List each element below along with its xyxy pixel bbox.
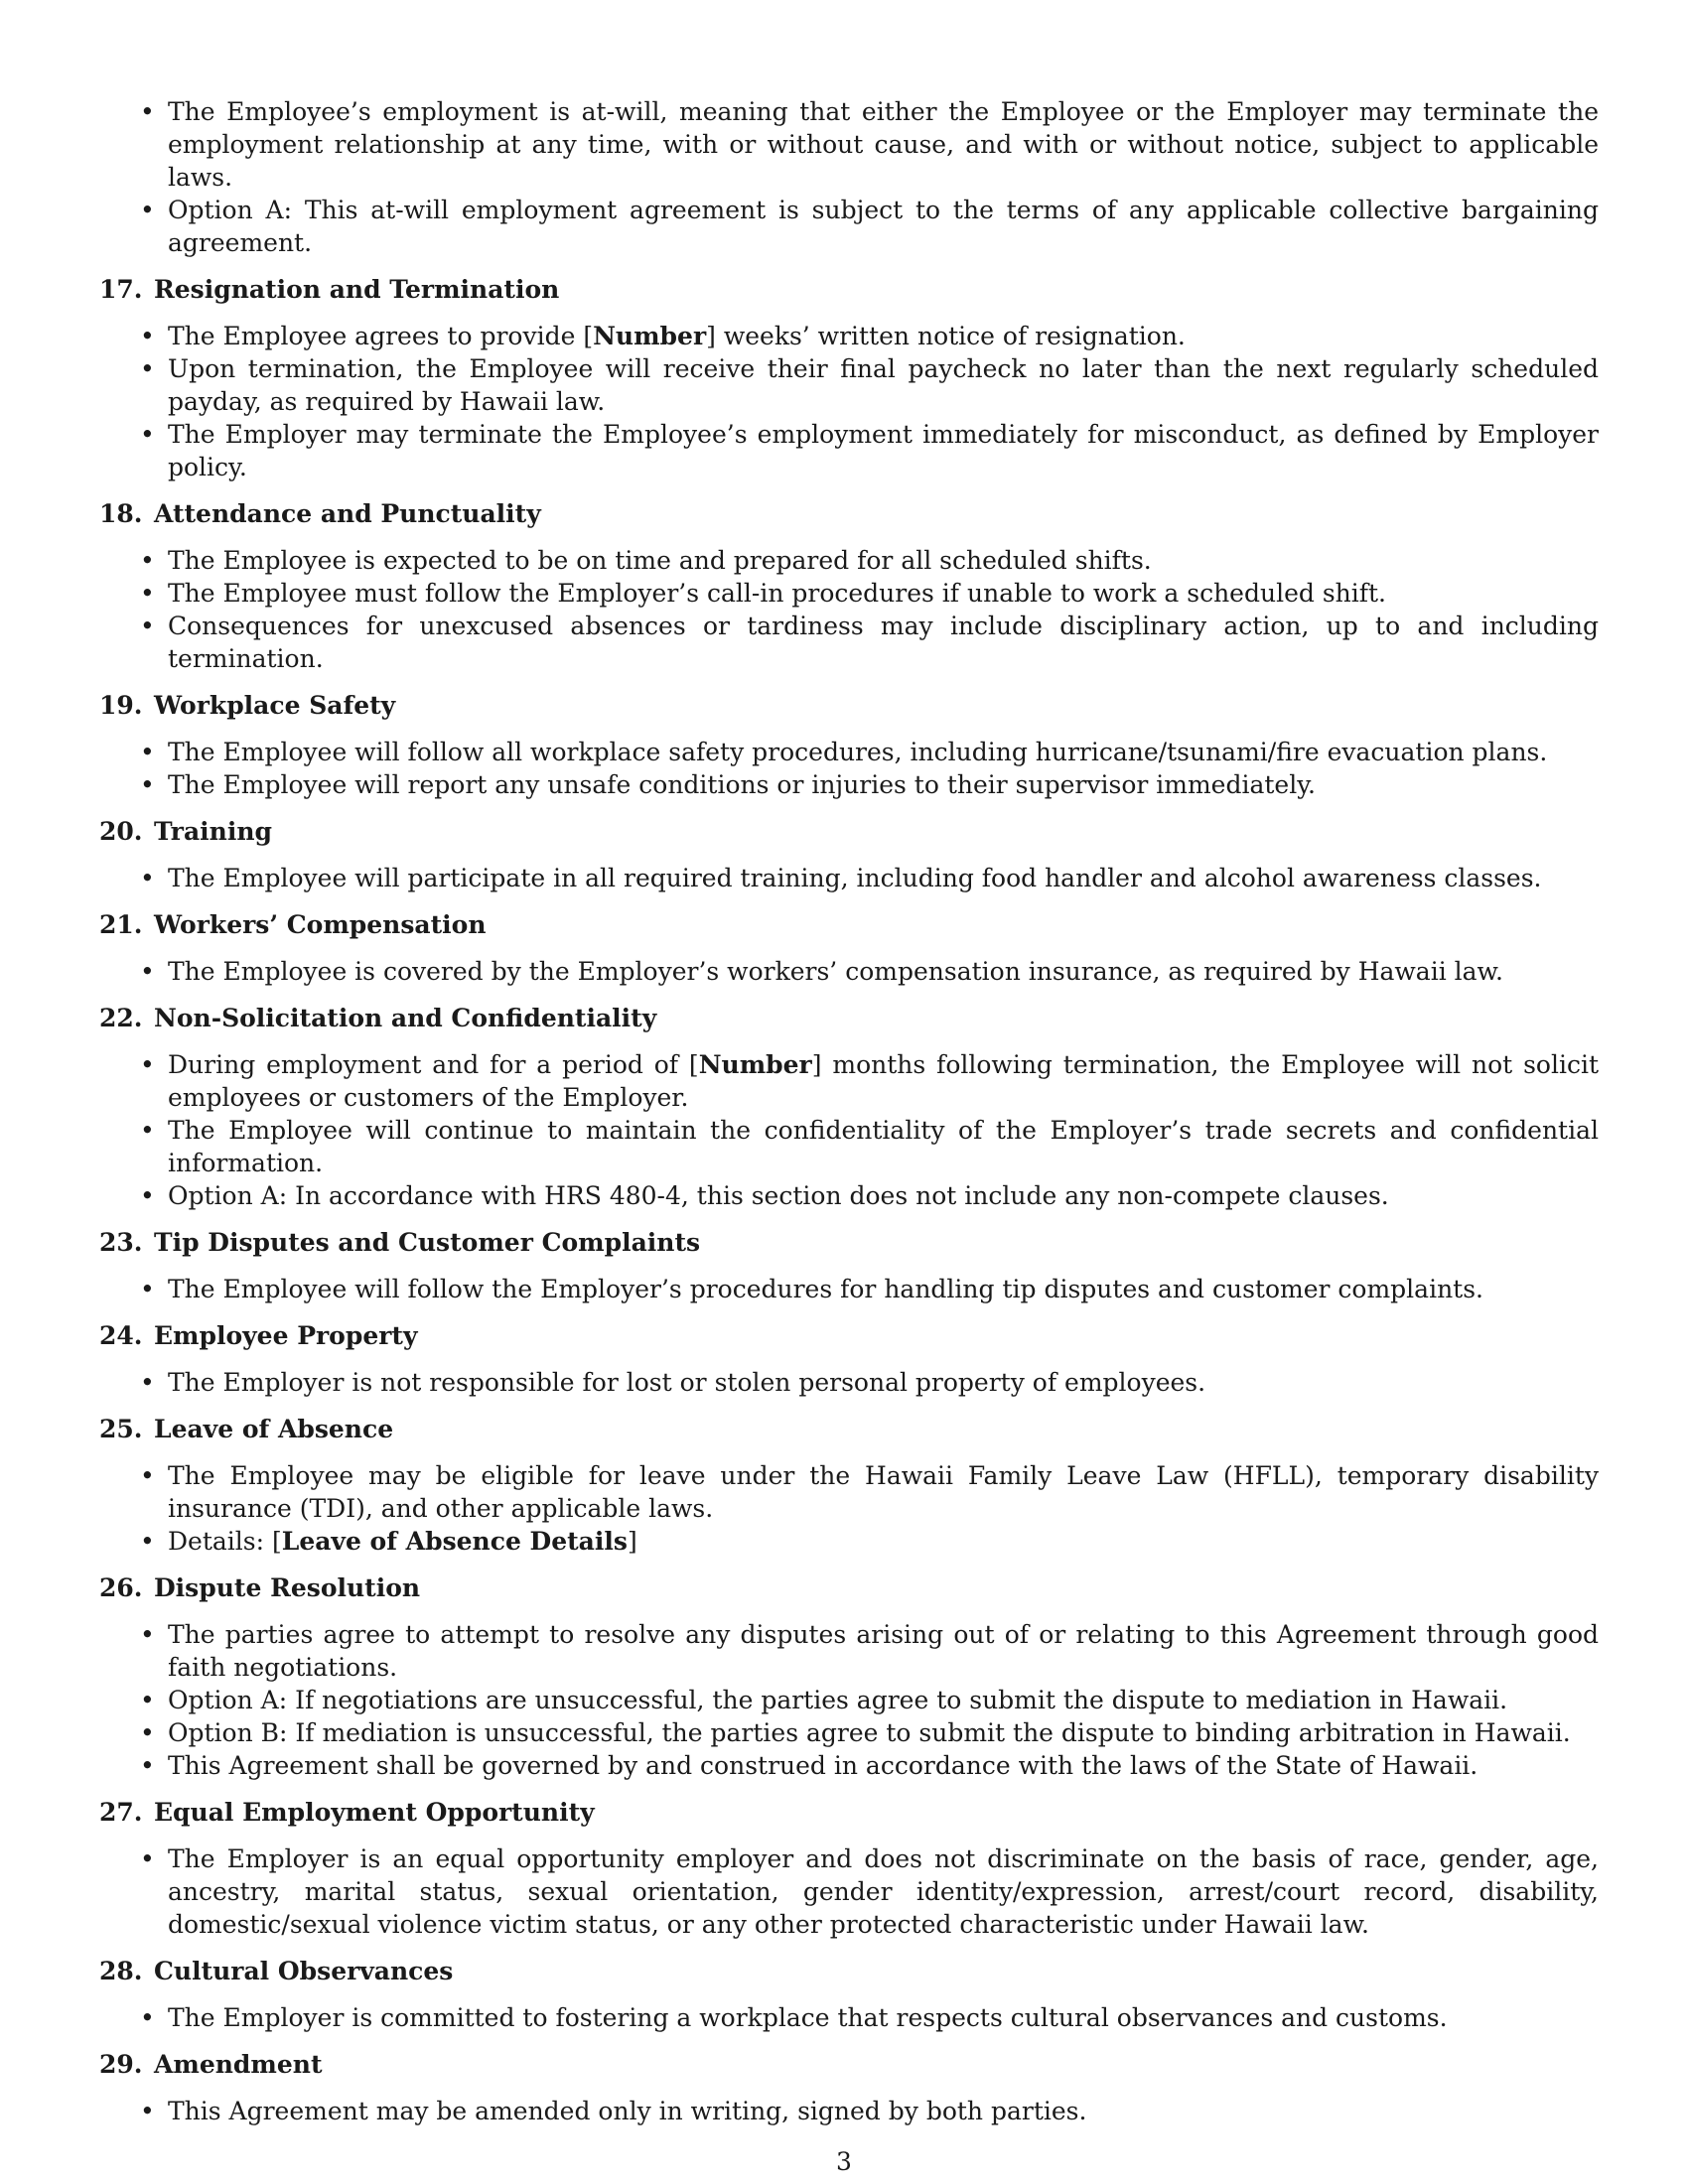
section-number: 26. [99, 1573, 143, 1602]
section-25 [99, 1413, 1599, 1558]
section-heading [99, 908, 1599, 941]
section-title: Non-Solicitation and Confidentiality [154, 1004, 657, 1032]
list-item: • Consequences for unexcused absences or tardiness may include disciplinary action, up to and including termination. [99, 610, 1599, 675]
list-item: • The Employee will report any unsafe conditions or injuries to their supervisor immediately. [99, 768, 1599, 801]
section-number: 23. [99, 1228, 143, 1257]
list-item: • The Employer is not responsible for lost or stolen personal property of employees. [99, 1366, 1599, 1399]
list-item: • Option A: This at-will employment agreement is subject to the terms of any applicable collective bargaining agreement. [99, 194, 1599, 259]
text-run: ] weeks’ written notice of resignation. [706, 322, 1186, 350]
section-heading [99, 815, 1599, 848]
section-number: 17. [99, 275, 143, 304]
section-title: Employee Property [154, 1321, 418, 1350]
list-item: • The Employee will participate in all required training, including food handler and alcohol awareness classes. [99, 862, 1599, 894]
section-24 [99, 1319, 1599, 1399]
list-item: • The Employee is expected to be on time and prepared for all scheduled shifts. [99, 544, 1599, 577]
section-title: Resignation and Termination [154, 275, 560, 304]
placeholder-field: Number [698, 1050, 812, 1079]
section-title: Dispute Resolution [154, 1573, 421, 1602]
section-28 [99, 1955, 1599, 2034]
section-heading [99, 1571, 1599, 1604]
list-item: • Option A: If negotiations are unsuccessful, the parties agree to submit the dispute to mediation in Hawaii. [99, 1684, 1599, 1716]
section-number: 18. [99, 499, 143, 528]
section-23 [99, 1226, 1599, 1305]
list-item: • The Employer may terminate the Employee’s employment immediately for misconduct, as defined by Employer policy. [99, 418, 1599, 483]
section-22 [99, 1002, 1599, 1212]
placeholder-field: Number [593, 322, 707, 350]
section-heading [99, 689, 1599, 722]
list-item: • The Employee is covered by the Employer’s workers’ compensation insurance, as required by Hawaii law. [99, 955, 1599, 988]
text-run: The Employee agrees to provide [ [168, 322, 594, 350]
section-number: 29. [99, 2050, 143, 2079]
list-item: • The Employee may be eligible for leave under the Hawaii Family Leave Law (HFLL), temporary disability insurance (TDI), and other applicable laws. [99, 1459, 1599, 1525]
text-run: Details: [ [168, 1527, 282, 1556]
text-run: ] months following termination, the Employee will not solicit employees or customers of the Employer. [168, 1050, 1599, 1112]
section-number: 28. [99, 1957, 143, 1985]
section-title: Workers’ Compensation [154, 910, 487, 939]
list-item [99, 1048, 1599, 1114]
section-19 [99, 689, 1599, 801]
list-item: • Option B: If mediation is unsuccessful, the parties agree to submit the dispute to binding arbitration in Hawaii. [99, 1716, 1599, 1749]
section-21 [99, 908, 1599, 988]
section-title: Workplace Safety [154, 691, 396, 720]
section-title: Equal Employment Opportunity [154, 1798, 595, 1827]
section-title: Attendance and Punctuality [154, 499, 541, 528]
section-17 [99, 273, 1599, 483]
section-heading [99, 1955, 1599, 1987]
section-29 [99, 2048, 1599, 2127]
section-26 [99, 1571, 1599, 1782]
section-18 [99, 497, 1599, 675]
list-item: • The parties agree to attempt to resolve any disputes arising out of or relating to this Agreement through good faith negotiations. [99, 1618, 1599, 1684]
section-20 [99, 815, 1599, 894]
section-title: Cultural Observances [154, 1957, 454, 1985]
section-heading [99, 1796, 1599, 1829]
section-heading [99, 1413, 1599, 1445]
section-title: Tip Disputes and Customer Complaints [154, 1228, 701, 1257]
list-item [99, 1525, 1599, 1558]
section-heading [99, 497, 1599, 530]
document-body [99, 95, 1599, 2127]
list-item: • Option A: In accordance with HRS 480-4, this section does not include any non-compete clauses. [99, 1179, 1599, 1212]
list-item: • This Agreement may be amended only in writing, signed by both parties. [99, 2095, 1599, 2127]
list-item: • Upon termination, the Employee will receive their final paycheck no later than the next regularly scheduled payday, as required by Hawaii law. [99, 352, 1599, 418]
section-number: 19. [99, 691, 143, 720]
section-number: 24. [99, 1321, 143, 1350]
list-item: • The Employer is an equal opportunity employer and does not discriminate on the basis of race, gender, age, ancestry, marital status, sexual orientation, gender identity/expression, arrest/court record, disability, domestic/sexual violence victim status, or any other protected characteristic under Hawaii law. [99, 1843, 1599, 1941]
text-run: ] [627, 1527, 637, 1556]
section-heading [99, 2048, 1599, 2081]
section-number: 27. [99, 1798, 143, 1827]
list-item: • The Employee will follow all workplace safety procedures, including hurricane/tsunami/fire evacuation plans. [99, 736, 1599, 768]
section-title: Leave of Absence [154, 1415, 394, 1443]
section-title: Amendment [154, 2050, 323, 2079]
section-heading [99, 1002, 1599, 1034]
placeholder-field: Leave of Absence Details [281, 1527, 628, 1556]
list-item: • The Employee’s employment is at-will, meaning that either the Employee or the Employer may terminate the employment relationship at any time, with or without cause, and with or without notice, subject to applicable laws. [99, 95, 1599, 194]
intro-bullet-list [99, 95, 1599, 259]
section-heading [99, 1226, 1599, 1259]
section-number: 25. [99, 1415, 143, 1443]
list-item [99, 320, 1599, 352]
list-item: • This Agreement shall be governed by and construed in accordance with the laws of the State of Hawaii. [99, 1749, 1599, 1782]
text-run: During employment and for a period of [ [168, 1050, 699, 1079]
list-item: • The Employee will continue to maintain the confidentiality of the Employer’s trade secrets and confidential information. [99, 1114, 1599, 1179]
page-number: 3 [836, 2147, 852, 2176]
section-27 [99, 1796, 1599, 1941]
section-heading [99, 1319, 1599, 1352]
section-number: 22. [99, 1004, 143, 1032]
list-item: • The Employer is committed to fostering a workplace that respects cultural observances and customs. [99, 2001, 1599, 2034]
list-item: • The Employee must follow the Employer’s call-in procedures if unable to work a scheduled shift. [99, 577, 1599, 610]
section-number: 20. [99, 817, 143, 846]
section-heading [99, 273, 1599, 306]
list-item: • The Employee will follow the Employer’s procedures for handling tip disputes and customer complaints. [99, 1273, 1599, 1305]
section-number: 21. [99, 910, 143, 939]
section-title: Training [154, 817, 272, 846]
